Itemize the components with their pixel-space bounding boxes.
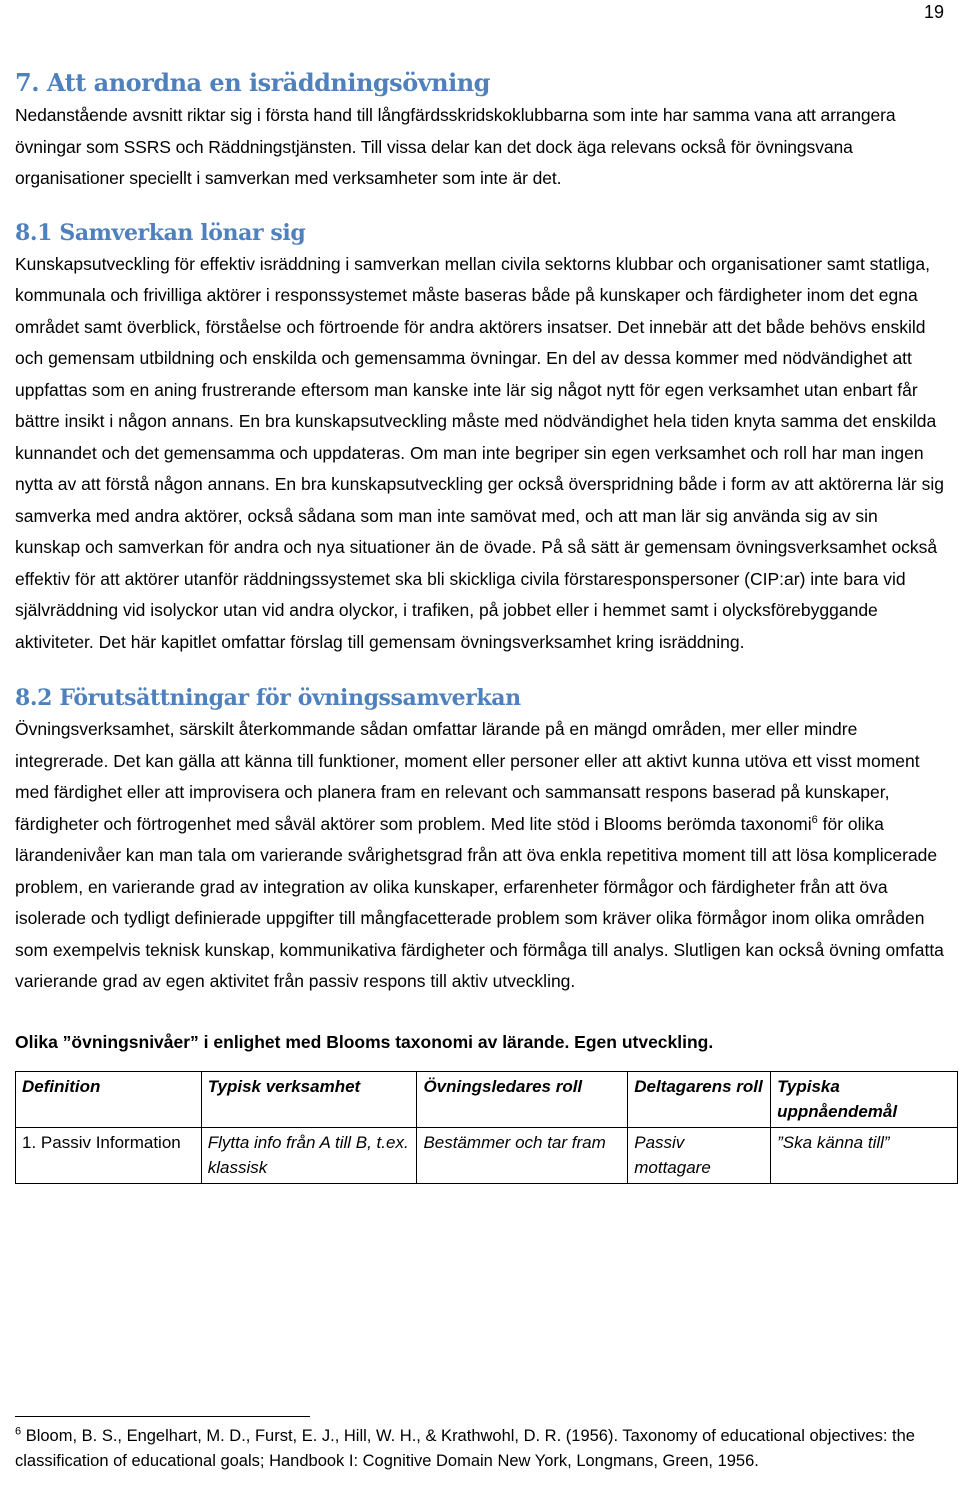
footnote-number: 6 xyxy=(15,1425,22,1438)
table-header-cell: Typiska uppnåendemål xyxy=(771,1071,958,1127)
table-cell-goal: ”Ska känna till” xyxy=(771,1127,958,1183)
exercise-levels-table xyxy=(15,1071,958,1184)
page-number: 19 xyxy=(923,2,944,22)
footnote-separator xyxy=(15,1416,310,1417)
table-cell-participant-role: Passiv mottagare xyxy=(628,1127,771,1183)
section-8-1-heading: 8.1 Samverkan lönar sig xyxy=(15,219,306,246)
section-8-2-heading: 8.2 Förutsättningar för övningssamverkan xyxy=(15,685,521,711)
section-7-heading: 7. Att anordna en isräddningsövning xyxy=(15,68,490,97)
table-header-cell: Deltagarens roll xyxy=(628,1071,771,1127)
table-header-row xyxy=(16,1071,958,1127)
section-8-1-paragraph: Kunskapsutveckling för effektiv isräddning i samverkan mellan civila sektorns klubbar och organisationer samt statliga, kommunala och frivilliga aktörer i responssystemet måste baseras både på kunskaper och färdigheter inom det egna området samt överblick, förståelse och förtroende för andra aktörers insatser. Det innebär att det både behövs enskild och gemensam utbildning och enskilda och gemensamma övningar. En del av dessa kommer med nödvändighet att uppfattas som en aning frustrerande eftersom man kanske inte lär sig något nytt för egen verksamhet utan enbart får bättre insikt i någon annans. En bra kunskapsutveckling måste med nödvändighet hela tiden knyta samma det enskilda kunnandet och det gemensamma och uppdateras. Om man inte begriper sin egen verksamhet och roll har man ingen nytta av att förstå någon annans. En bra kunskapsutveckling ger också överspridning både i form av att aktörerna lär sig samverka med andra aktörer, också sådana som man inte samövat med, och att man lär sig använda sig av sin kunskap och samverkan för andra och nya situationer än de övade. På så sätt är gemensam övningsverksamhet också effektiv för att aktörer utanför räddningssystemet ska bli skickliga civila förstaresponspersoner (CIP:ar) inte bara vid självräddning vid isolyckor utan vid andra olyckor, i trafiken, på jobbet eller i hemmet samt i olycksförebyggande aktiviteter. Det här kapitlet omfattar förslag till gemensam övningsverksamhet kring isräddning. xyxy=(15,253,944,652)
table-header-cell: Typisk verksamhet xyxy=(201,1071,417,1127)
table-cell-leader-role: Bestämmer och tar fram xyxy=(417,1127,628,1183)
table-row xyxy=(16,1127,958,1183)
section-8-2-paragraph xyxy=(15,714,945,998)
table-caption: Olika ”övningsnivåer” i enlighet med Blooms taxonomi av lärande. Egen utveckling. xyxy=(15,1031,714,1052)
table-header-cell: Definition xyxy=(16,1071,202,1127)
footnote-text: Bloom, B. S., Engelhart, M. D., Furst, E. J., Hill, W. H., & Krathwohl, D. R. (1956). Taxonomy of educational objectives: the classification of educational goals; Handbook I: Cognitive Domain New York, Longmans, Green, 1956. xyxy=(15,1427,915,1470)
document-body xyxy=(15,66,945,1184)
section-7-paragraph: Nedanstående avsnitt riktar sig i första hand till långfärdsskridskoklubbarna som inte har samma vana att arrangera övningar som SSRS och Räddningstjänsten. Till vissa delar kan det dock äga relevans också för övningsvana organisationer speciellt i samverkan med verksamheter som inte är det. xyxy=(15,105,896,188)
footnote-reference[interactable]: 6 xyxy=(811,813,818,826)
section-8-2-text-before-ref: Övningsverksamhet, särskilt återkommande sådan omfattar lärande på en mängd områden, mer eller mindre integrerade. Det kan gälla att känna till funktioner, moment eller personer eller att aktivt kunna utöva ett visst moment med färdighet eller att improvisera och planera fram en relevant och sammansatt respons baserad på kunskaper, färdigheter och förtrogenhet med såväl aktörer som problem. Med lite stöd i Blooms berömda taxonomi xyxy=(15,719,920,834)
table-cell-activity: Flytta info från A till B, t.ex. klassisk xyxy=(201,1127,417,1183)
footnote xyxy=(15,1424,945,1474)
section-8-2-text-after-ref: för olika lärandenivåer kan man tala om varierande svårighetsgrad från att öva enkla repetitiva moment till att lösa komplicerade problem, en varierande grad av integration av olika kunskaper, erfarenheter förmågor och färdigheter från att öva isolerade och tydligt definierade uppgifter till mångfacetterade problem som kräver olika förmågor inom olika områden som exempelvis teknisk kunskap, kommunikativa färdigheter och förmåga till analys. Slutligen kan också övning omfatta varierande grad av egen aktivitet från passiv respons till aktiv utveckling. xyxy=(15,813,944,991)
table-header-cell: Övningsledares roll xyxy=(417,1071,628,1127)
table-cell-definition: 1. Passiv Information xyxy=(16,1127,202,1183)
